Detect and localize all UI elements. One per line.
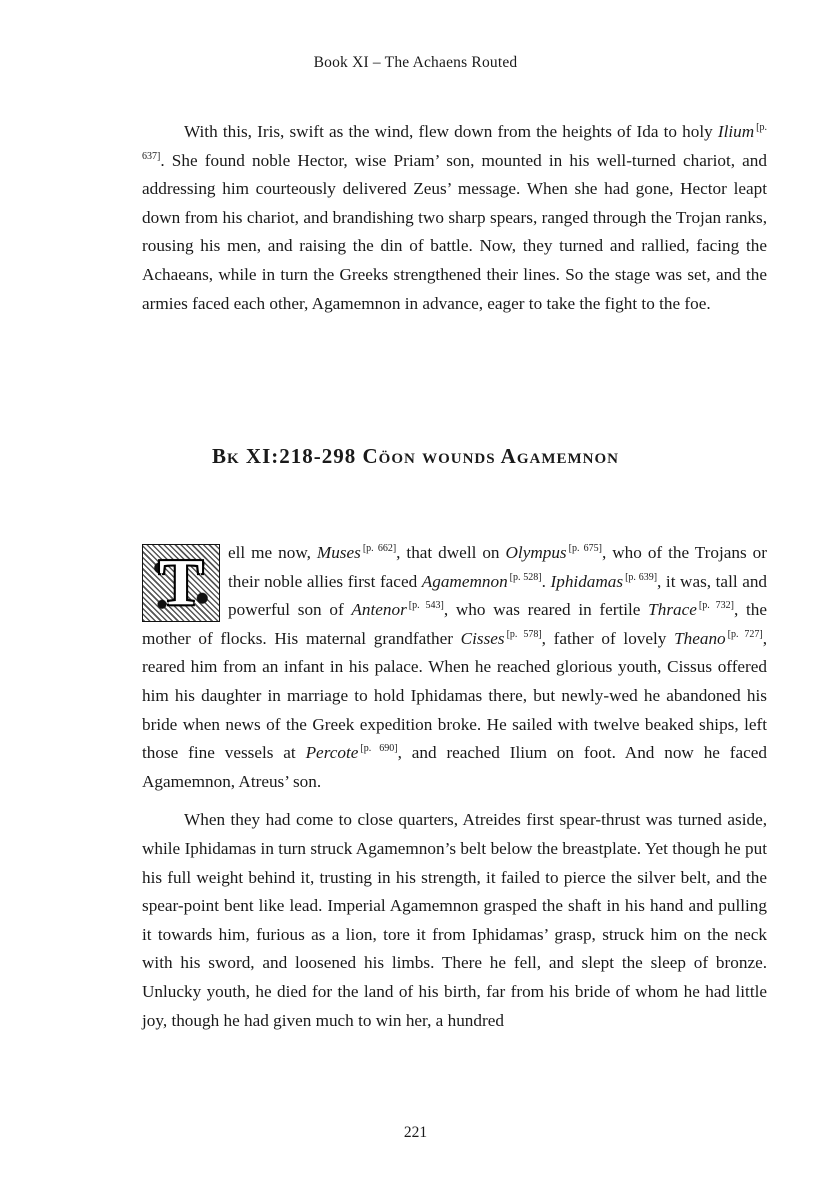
running-header: Book XI – The Achaens Routed	[313, 54, 518, 71]
place-name-thrace[interactable]: Thrace	[648, 600, 697, 620]
name-agamemnon[interactable]: Agamemnon	[421, 571, 508, 591]
decorative-dropcap	[142, 544, 220, 622]
page-number: 221	[403, 1124, 428, 1141]
text-run: ell me now,	[228, 543, 317, 562]
text-run: . She found noble Hector, wise Priam’ son, mounted in his well-turned chariot, and addressing him courteously delivered Zeus’ message. When she had gone, Hector leapt down from his chariot, and brandishing two sharp spears, ranged through the Trojan ranks, rousing his men, and raising the din of battle. Now, they turned and rallied, facing the Achaeans, while in turn the Greeks strengthened their lines. So the stage was set, and the armies faced each other, Agamemnon in advance, eager to take the fight to the foe.	[142, 150, 767, 313]
page-reference[interactable]: [p. 639]	[625, 571, 658, 583]
text-run: , and reached Ilium on foot. And now he faced Agamemnon, Atreus’ son.	[142, 743, 767, 791]
name-muses[interactable]: Muses	[316, 543, 361, 562]
opening-paragraph	[142, 539, 767, 796]
paragraph-spacer	[142, 796, 767, 806]
page-reference[interactable]: [p. 675]	[568, 543, 602, 555]
section-body	[142, 539, 767, 1035]
page-reference[interactable]: [p. 637]	[142, 122, 767, 162]
place-name-percote[interactable]: Percote	[305, 743, 359, 763]
page-reference[interactable]: [p. 543]	[408, 600, 444, 612]
section-heading: Bk XI:218-298 Cöon wounds Agamemnon	[212, 444, 619, 468]
place-name-ilium[interactable]: Ilium	[717, 122, 755, 141]
text-run: , father of lovely	[541, 628, 675, 648]
page-reference[interactable]: [p. 732]	[698, 600, 734, 612]
intro-paragraph	[142, 118, 767, 318]
text-run: With this, Iris, swift as the wind, flew down from the heights of Ida to holy	[184, 122, 718, 141]
text-run: , who was reared in fertile	[443, 600, 649, 620]
page-reference[interactable]: [p. 528]	[509, 571, 542, 583]
text-run: , it was, tall and powerful son of	[228, 571, 768, 620]
name-theano[interactable]: Theano	[674, 628, 726, 648]
place-name-olympus[interactable]: Olympus	[505, 543, 567, 562]
page-reference[interactable]: [p. 662]	[362, 543, 397, 555]
page-reference[interactable]: [p. 578]	[506, 629, 542, 641]
text-run: , who of the Trojans or their noble allies first faced	[228, 543, 767, 591]
text-run: , reared him from an infant in his palace. When he reached glorious youth, Cissus offered him his daughter in marriage to hold Iphidamas there, but newly-wed he abandoned his bride when news of the Greek expedition broke. He sailed with twelve beaked ships, left those fine vessels at	[142, 628, 767, 763]
text-run: , the mother of flocks. His maternal grandfather	[142, 600, 767, 648]
text-run: , that dwell on	[396, 543, 506, 562]
page-reference[interactable]: [p. 727]	[727, 629, 763, 641]
name-antenor[interactable]: Antenor	[351, 600, 407, 620]
dropcap-letter: T	[158, 546, 204, 619]
name-iphidamas[interactable]: Iphidamas	[550, 571, 624, 591]
text-run: .	[541, 571, 551, 591]
page-reference[interactable]: [p. 690]	[360, 743, 398, 755]
second-paragraph: When they had come to close quarters, Atreides first spear-thrust was turned aside, while Iphidamas in turn struck Agamemnon’s belt below the breastplate. Yet though he put his full weight behind it, trusting in his strength, it failed to pierce the silver belt, and the spear-point bent like lead. Imperial Agamemnon grasped the shaft in his hand and pulling it towards him, furious as a lion, tore it from Iphidamas’ grasp, struck him on the neck with his sword, and loosened his limbs. There he fell, and slept the sleep of bronze. Unlucky youth, he died for the land of his birth, far from his bride of whom he had little joy, though he had given much to win her, a hundred	[142, 810, 767, 1030]
name-cisses[interactable]: Cisses	[460, 628, 505, 648]
